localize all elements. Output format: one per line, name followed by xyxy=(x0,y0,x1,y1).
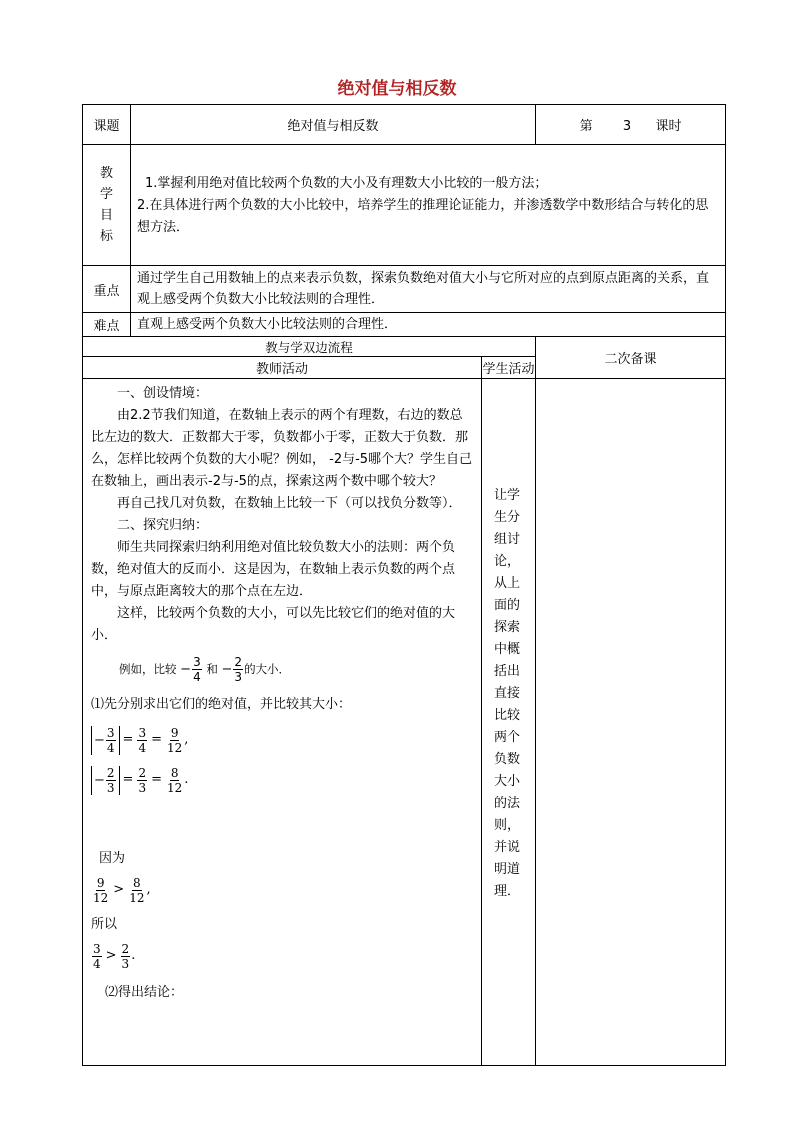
abs-value-neg-3-4: − $\frac{3}{4}$ xyxy=(91,726,120,755)
objectives-content xyxy=(131,145,726,266)
student-activity-header: 学生活动 xyxy=(482,357,536,379)
section-1-paragraph-1: 由2.2节我们知道，在数轴上表示的两个有理数，右边的数总比左边的数大．正数都大于零，负数都小于零，正数大于负数．那么，怎样比较两个负数的大小呢？例如， -2与-5哪个大？学生自己在数轴上，画出表示-2与-5的点，探索这两个数中哪个较大？ xyxy=(91,408,473,489)
step-2: ⑵得出结论： xyxy=(105,985,184,1000)
so-label: 所以 xyxy=(91,917,118,932)
abs-equation-1: − $\frac{3}{4}$ = $\frac{3}{4}$ = $\frac{9}{12}$ , xyxy=(91,720,473,760)
section-1-title: 一、创设情境： xyxy=(117,386,209,401)
example-suffix: 的大小． xyxy=(244,662,291,676)
topic-value: 绝对值与相反数 xyxy=(131,105,536,145)
abs-equation-2: − $\frac{2}{3}$ = $\frac{2}{3}$ = $\frac{8}{12}$ . xyxy=(91,760,473,800)
lesson-plan-table xyxy=(82,104,726,1066)
teacher-activity-header: 教师活动 xyxy=(83,357,482,379)
compare-3-4-2-3: $\frac{3}{4}$ > $\frac{2}{3}$ . xyxy=(93,941,136,971)
fraction-2-3: $\frac{2}{3}$ xyxy=(234,655,243,684)
objective-item-2: 2.在具体进行两个负数的大小比较中，培养学生的推理论证能力，并渗透数学中数形结合与转化的思想方法． xyxy=(137,198,709,235)
minus-sign: − xyxy=(221,662,233,677)
difficulty-label: 难点 xyxy=(83,313,131,337)
objectives-label xyxy=(83,145,131,266)
example-and: 和 xyxy=(206,662,218,676)
example-prefix: 例如，比较 xyxy=(119,662,177,676)
key-points-text: 通过学生自己用数轴上的点来表示负数，探索负数绝对值大小与它所对应的点到原点距离的关系，直观上感受两个负数大小比较法则的合理性． xyxy=(131,266,726,313)
teacher-activity-content xyxy=(83,379,482,1066)
compare-9-12-8-12: $\frac{9}{12}$ > $\frac{8}{12}$ , xyxy=(93,875,151,905)
example-line xyxy=(119,655,473,684)
lesson-suffix: 课时 xyxy=(655,119,682,134)
second-prep-header: 二次备课 xyxy=(536,337,726,379)
key-points-label: 重点 xyxy=(83,266,131,313)
because-label: 因为 xyxy=(99,851,126,866)
section-1-paragraph-2: 再自己找几对负数，在数轴上比较一下（可以找负分数等）． xyxy=(117,496,462,511)
second-prep-content xyxy=(536,379,726,1066)
abs-value-neg-2-3: − $\frac{2}{3}$ xyxy=(91,766,120,795)
process-header: 教与学双边流程 xyxy=(83,337,536,357)
section-2-title: 二、探究归纳： xyxy=(117,518,209,533)
lesson-prefix: 第 xyxy=(579,119,593,134)
section-2-paragraph-1: 师生共同探索归纳利用绝对值比较负数大小的法则：两个负数，绝对值大的反而小．这是因为，在数轴上表示负数的两个点中，与原点距离较大的那个点在左边． xyxy=(91,540,456,599)
lesson-number: 3 xyxy=(622,119,632,134)
document-title: 绝对值与相反数 xyxy=(337,79,457,99)
topic-label: 课题 xyxy=(83,105,131,145)
fraction-3-4: $\frac{3}{4}$ xyxy=(193,655,201,684)
objectives-label-text: 教 学 目 标 xyxy=(99,166,113,244)
minus-sign: − xyxy=(180,662,192,677)
difficulty-text: 直观上感受两个负数大小比较法则的合理性． xyxy=(131,313,726,337)
section-2-paragraph-2: 这样，比较两个负数的大小，可以先比较它们的绝对值的大小． xyxy=(91,606,456,643)
step-1: ⑴先分别求出它们的绝对值，并比较其大小： xyxy=(91,697,352,712)
lesson-number-cell xyxy=(536,105,726,145)
objective-item-1: 1.掌握利用绝对值比较两个负数的大小及有理数大小比较的一般方法； xyxy=(145,176,548,191)
student-activity-content: 让学生分组讨论，从上面的探索中概括出直接比较两个负数大小的法则，并说明道理． xyxy=(482,379,536,1066)
